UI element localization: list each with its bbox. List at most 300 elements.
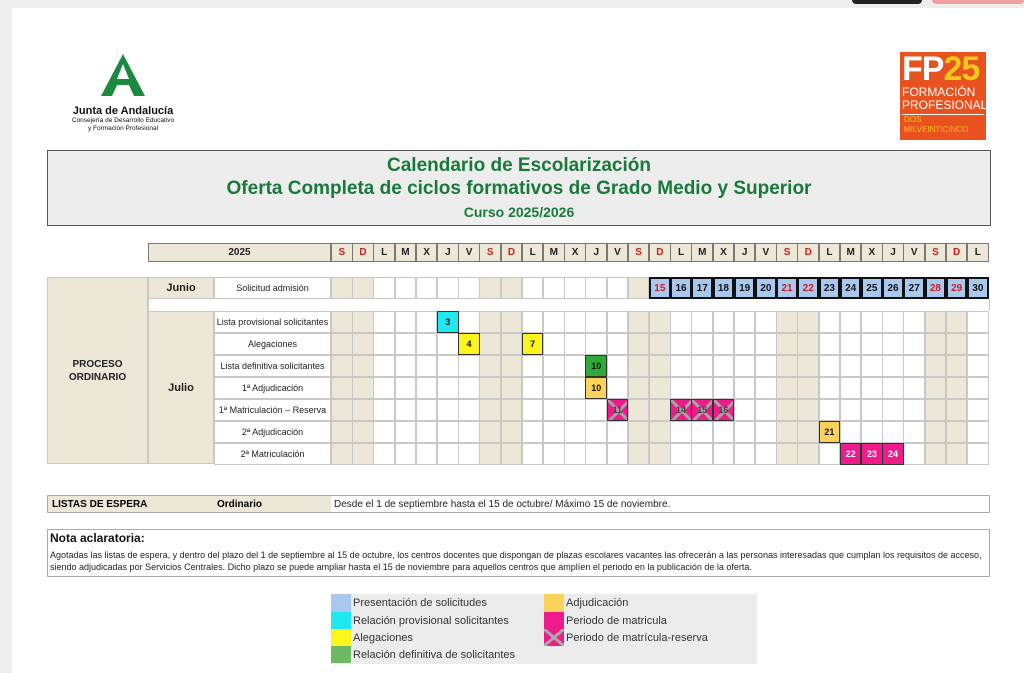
grid-cell	[713, 311, 735, 333]
grid-cell	[734, 311, 756, 333]
grid-cell	[819, 333, 841, 355]
event-day-21-row-6: 21	[819, 421, 841, 443]
grid-cell	[755, 311, 777, 333]
grid-cell	[458, 421, 480, 443]
grid-cell	[585, 399, 607, 421]
grid-cell	[691, 355, 713, 377]
legend-matricula: Periodo de matricula	[566, 615, 667, 627]
grid-cell	[946, 355, 968, 377]
grid-cell	[861, 377, 883, 399]
grid-cell	[967, 311, 989, 333]
grid-cell	[713, 333, 735, 355]
grid-cell	[691, 377, 713, 399]
grid-cell	[670, 311, 692, 333]
waitlist-row	[47, 495, 990, 513]
grid-cell	[543, 333, 565, 355]
grid-cell	[479, 311, 501, 333]
section-spacer	[148, 299, 990, 311]
grid-cell	[946, 311, 968, 333]
grid-cell	[628, 443, 650, 465]
grid-cell	[882, 333, 904, 355]
grid-cell	[861, 421, 883, 443]
weekday-header-6: V	[458, 243, 480, 262]
event-day-15-row-5	[691, 399, 713, 421]
legend-swatch-cyan	[331, 612, 351, 629]
grid-cell	[713, 377, 735, 399]
grid-cell	[755, 421, 777, 443]
legend-swatch-pink	[544, 612, 564, 629]
weekday-header-30: L	[967, 243, 989, 262]
grid-cell	[713, 421, 735, 443]
legend-swatch-yellow	[331, 629, 351, 646]
weekday-header-29: D	[946, 243, 968, 262]
grid-cell	[331, 355, 353, 377]
grid-cell	[395, 333, 417, 355]
weekday-header-22: D	[797, 243, 819, 262]
grid-cell	[882, 399, 904, 421]
row-label-7: 2ª Matriculación	[214, 443, 331, 465]
grid-cell	[628, 277, 650, 299]
grid-cell	[522, 377, 544, 399]
grid-cell	[607, 421, 629, 443]
note-title: Nota aclaratoria:	[50, 531, 145, 545]
june-day-22: 22	[797, 277, 819, 299]
grid-cell	[416, 377, 438, 399]
june-label: Junio	[148, 277, 214, 299]
grid-cell	[585, 443, 607, 465]
grid-cell	[797, 377, 819, 399]
browser-tab-indicator-2	[932, 0, 1024, 4]
grid-cell	[734, 399, 756, 421]
grid-cell	[967, 421, 989, 443]
grid-cell	[373, 399, 395, 421]
grid-cell	[713, 443, 735, 465]
grid-cell	[925, 399, 947, 421]
grid-cell	[352, 443, 374, 465]
weekday-header-4: X	[416, 243, 438, 262]
july-label: Julio	[148, 311, 214, 464]
grid-cell	[373, 311, 395, 333]
grid-cell	[373, 421, 395, 443]
waitlist-type: Ordinario	[148, 496, 331, 512]
weekday-header-10: M	[543, 243, 565, 262]
legend-matricula-reserva: Periodo de matrícula-reserva	[566, 632, 708, 644]
grid-cell	[607, 355, 629, 377]
grid-cell	[734, 377, 756, 399]
fp-logo-line1: FORMACIÓN	[902, 85, 976, 99]
fp-logo-letters: FP	[902, 50, 944, 88]
grid-cell	[395, 399, 417, 421]
weekday-header-28: S	[925, 243, 947, 262]
grid-cell	[331, 311, 353, 333]
grid-cell	[331, 421, 353, 443]
grid-cell	[649, 421, 671, 443]
process-label	[47, 277, 148, 464]
grid-cell	[925, 421, 947, 443]
event-day-14-row-5	[670, 399, 692, 421]
grid-cell	[501, 421, 523, 443]
grid-cell	[670, 377, 692, 399]
grid-cell	[501, 277, 523, 299]
grid-cell	[543, 311, 565, 333]
june-day-30: 30	[967, 277, 989, 299]
june-day-19: 19	[734, 277, 756, 299]
grid-cell	[395, 355, 417, 377]
legend-presentacion: Presentación de solicitudes	[353, 597, 487, 609]
grid-cell	[331, 443, 353, 465]
grid-cell	[903, 443, 925, 465]
weekday-header-3: M	[395, 243, 417, 262]
grid-cell	[501, 333, 523, 355]
grid-cell	[543, 399, 565, 421]
grid-cell	[352, 277, 374, 299]
fp-logo-number: 25	[943, 50, 980, 88]
grid-cell	[861, 355, 883, 377]
grid-cell	[458, 399, 480, 421]
weekday-header-16: L	[670, 243, 692, 262]
grid-cell	[479, 333, 501, 355]
grid-cell	[522, 399, 544, 421]
grid-cell	[819, 377, 841, 399]
grid-cell	[479, 377, 501, 399]
grid-cell	[501, 311, 523, 333]
grid-cell	[840, 399, 862, 421]
grid-cell	[967, 399, 989, 421]
fp-logo-line3: DOS MILVEINTICINCO	[902, 114, 984, 135]
june-day-20: 20	[755, 277, 777, 299]
grid-cell	[585, 277, 607, 299]
weekday-header-11: X	[564, 243, 586, 262]
event-day-label: 16	[718, 405, 729, 415]
grid-cell	[840, 355, 862, 377]
grid-cell	[479, 399, 501, 421]
grid-cell	[670, 355, 692, 377]
grid-cell	[352, 377, 374, 399]
weekday-header-17: M	[691, 243, 713, 262]
grid-cell	[564, 377, 586, 399]
grid-cell	[373, 443, 395, 465]
grid-cell	[925, 333, 947, 355]
grid-cell	[564, 443, 586, 465]
legend-swatch-green	[331, 646, 351, 663]
grid-cell	[797, 399, 819, 421]
grid-cell	[649, 355, 671, 377]
grid-cell	[734, 355, 756, 377]
grid-cell	[416, 399, 438, 421]
grid-cell	[882, 355, 904, 377]
waitlist-text: Desde el 1 de septiembre hasta el 15 de octubre/ Máximo 15 de noviembre.	[334, 498, 671, 510]
grid-cell	[861, 399, 883, 421]
weekday-header-23: L	[819, 243, 841, 262]
grid-cell	[458, 443, 480, 465]
grid-cell	[649, 311, 671, 333]
grid-cell	[437, 377, 459, 399]
row-label-5: 1ª Matriculación – Reserva	[214, 399, 331, 421]
weekday-header-7: S	[479, 243, 501, 262]
grid-cell	[607, 443, 629, 465]
grid-cell	[585, 333, 607, 355]
grid-cell	[670, 333, 692, 355]
grid-cell	[734, 443, 756, 465]
event-day-11-row-5	[607, 399, 629, 421]
grid-cell	[522, 311, 544, 333]
grid-cell	[861, 311, 883, 333]
june-day-17: 17	[691, 277, 713, 299]
junta-andalucia-logo	[58, 52, 188, 142]
grid-cell	[670, 421, 692, 443]
grid-cell	[479, 355, 501, 377]
grid-cell	[797, 311, 819, 333]
june-day-15: 15	[649, 277, 671, 299]
grid-cell	[522, 277, 544, 299]
grid-cell	[479, 421, 501, 443]
grid-cell	[691, 443, 713, 465]
grid-cell	[416, 355, 438, 377]
grid-cell	[755, 399, 777, 421]
grid-cell	[882, 377, 904, 399]
grid-cell	[797, 421, 819, 443]
weekday-header-8: D	[501, 243, 523, 262]
grid-cell	[585, 421, 607, 443]
grid-cell	[543, 421, 565, 443]
grid-cell	[882, 421, 904, 443]
grid-cell	[649, 333, 671, 355]
grid-cell	[543, 277, 565, 299]
grid-cell	[352, 333, 374, 355]
grid-cell	[903, 421, 925, 443]
legend-alegaciones: Alegaciones	[353, 632, 413, 644]
grid-cell	[903, 377, 925, 399]
grid-cell	[564, 399, 586, 421]
weekday-header-13: V	[607, 243, 629, 262]
grid-cell	[734, 333, 756, 355]
grid-cell	[416, 333, 438, 355]
grid-cell	[819, 355, 841, 377]
grid-cell	[416, 443, 438, 465]
grid-cell	[797, 443, 819, 465]
legend	[331, 594, 757, 664]
grid-cell	[352, 355, 374, 377]
grid-cell	[755, 333, 777, 355]
grid-cell	[755, 377, 777, 399]
title-box	[47, 150, 991, 226]
legend-swatch-gold	[544, 594, 564, 612]
grid-cell	[628, 421, 650, 443]
title-line1: Calendario de Escolarización	[387, 155, 651, 176]
note-text: Agotadas las listas de espera, y dentro del plazo del 1 de septiembre al 15 de octubre, los centros docentes que dispongan de plazas escolares vacantes las ofrecerán a las personas interesadas que cumplan los requisitos de acceso, siendo adjudicadas por Servicios Centrales. Dicho plazo se puede ampliar hasta el 15 de noviembre para aquellos centros que amplíen el periodo en la publicación de la oferta.	[50, 550, 982, 572]
grid-cell	[840, 421, 862, 443]
june-day-26: 26	[882, 277, 904, 299]
legend-adjudicacion: Adjudicación	[566, 597, 629, 609]
row-label-4: 1ª Adjudicación	[214, 377, 331, 399]
event-day-10-row-3: 10	[585, 355, 607, 377]
weekday-header-15: D	[649, 243, 671, 262]
event-day-label: 15	[697, 405, 708, 415]
grid-cell	[691, 311, 713, 333]
grid-cell	[607, 377, 629, 399]
grid-cell	[522, 443, 544, 465]
grid-cell	[543, 377, 565, 399]
grid-cell	[649, 399, 671, 421]
grid-cell	[458, 311, 480, 333]
weekday-header-0: S	[331, 243, 353, 262]
grid-cell	[946, 443, 968, 465]
weekday-header-19: J	[734, 243, 756, 262]
grid-cell	[946, 333, 968, 355]
event-day-22-row-7: 22	[840, 443, 862, 465]
grid-cell	[903, 333, 925, 355]
june-day-28: 28	[925, 277, 947, 299]
weekday-header-5: J	[437, 243, 459, 262]
grid-cell	[564, 333, 586, 355]
grid-cell	[331, 399, 353, 421]
grid-cell	[776, 377, 798, 399]
weekday-header-18: X	[713, 243, 735, 262]
grid-cell	[585, 311, 607, 333]
grid-cell	[925, 355, 947, 377]
grid-cell	[458, 277, 480, 299]
row-label-2: Alegaciones	[214, 333, 331, 355]
grid-cell	[416, 421, 438, 443]
grid-cell	[331, 333, 353, 355]
weekday-header-14: S	[628, 243, 650, 262]
grid-cell	[373, 377, 395, 399]
grid-cell	[607, 333, 629, 355]
grid-cell	[437, 443, 459, 465]
grid-cell	[395, 377, 417, 399]
grid-cell	[776, 399, 798, 421]
weekday-header-24: M	[840, 243, 862, 262]
grid-cell	[628, 399, 650, 421]
org-sub1: Consejería de Desarrollo Educativo	[71, 117, 175, 124]
weekday-header-21: S	[776, 243, 798, 262]
june-day-27: 27	[903, 277, 925, 299]
event-day-16-row-5	[713, 399, 735, 421]
grid-cell	[649, 443, 671, 465]
grid-cell	[628, 333, 650, 355]
grid-cell	[861, 333, 883, 355]
grid-cell	[903, 311, 925, 333]
grid-cell	[755, 443, 777, 465]
grid-cell	[352, 311, 374, 333]
event-day-7-row-2: 7	[522, 333, 544, 355]
grid-cell	[564, 311, 586, 333]
grid-cell	[967, 355, 989, 377]
june-day-25: 25	[861, 277, 883, 299]
grid-cell	[713, 355, 735, 377]
grid-cell	[797, 333, 819, 355]
row-label-1: Lista provisional solicitantes	[214, 311, 331, 333]
grid-cell	[416, 311, 438, 333]
weekday-header-9: L	[522, 243, 544, 262]
row-label-0: Solicitud admisión	[214, 277, 331, 299]
grid-cell	[395, 421, 417, 443]
grid-cell	[628, 377, 650, 399]
org-name: Junta de Andalucía	[72, 105, 174, 117]
grid-cell	[437, 277, 459, 299]
june-day-21: 21	[776, 277, 798, 299]
note-box	[47, 529, 990, 577]
grid-cell	[967, 443, 989, 465]
event-day-label: 14	[676, 405, 687, 415]
grid-cell	[564, 355, 586, 377]
grid-cell	[373, 355, 395, 377]
june-day-16: 16	[670, 277, 692, 299]
grid-cell	[607, 277, 629, 299]
event-day-4-row-2: 4	[458, 333, 480, 355]
grid-cell	[522, 421, 544, 443]
weekday-header-26: J	[882, 243, 904, 262]
grid-cell	[479, 277, 501, 299]
junta-emblem-icon	[98, 52, 148, 98]
grid-cell	[628, 311, 650, 333]
grid-cell	[437, 355, 459, 377]
grid-cell	[352, 399, 374, 421]
grid-cell	[352, 421, 374, 443]
grid-cell	[925, 443, 947, 465]
browser-tab-indicator	[852, 0, 922, 4]
event-day-3-row-1: 3	[437, 311, 459, 333]
grid-cell	[437, 333, 459, 355]
grid-cell	[946, 421, 968, 443]
org-sub2: y Formación Profesional	[87, 125, 159, 132]
grid-cell	[776, 355, 798, 377]
grid-cell	[670, 443, 692, 465]
grid-cell	[797, 355, 819, 377]
grid-cell	[628, 355, 650, 377]
process-label-text: PROCESO ORDINARIO	[68, 358, 127, 383]
grid-cell	[776, 333, 798, 355]
grid-cell	[840, 311, 862, 333]
legend-definitiva: Relación definitiva de solicitantes	[353, 649, 516, 661]
weekday-header-1: D	[352, 243, 374, 262]
title-line2: Oferta Completa de ciclos formativos de Grado Medio y Superior	[226, 178, 812, 199]
grid-cell	[649, 377, 671, 399]
weekday-header-2: L	[373, 243, 395, 262]
grid-cell	[331, 377, 353, 399]
grid-cell	[331, 277, 353, 299]
grid-cell	[819, 311, 841, 333]
grid-cell	[522, 355, 544, 377]
event-day-24-row-7: 24	[882, 443, 904, 465]
grid-cell	[564, 421, 586, 443]
grid-cell	[819, 399, 841, 421]
grid-cell	[691, 421, 713, 443]
event-day-label: 11	[612, 405, 623, 415]
grid-cell	[967, 377, 989, 399]
june-day-23: 23	[819, 277, 841, 299]
grid-cell	[501, 355, 523, 377]
grid-cell	[882, 311, 904, 333]
grid-cell	[819, 443, 841, 465]
grid-cell	[416, 277, 438, 299]
grid-cell	[903, 399, 925, 421]
grid-cell	[501, 399, 523, 421]
row-label-3: Lista definitiva solicitantes	[214, 355, 331, 377]
grid-cell	[373, 333, 395, 355]
legend-swatch-blue	[331, 594, 351, 612]
row-label-6: 2ª Adjudicación	[214, 421, 331, 443]
grid-cell	[946, 399, 968, 421]
grid-cell	[967, 333, 989, 355]
grid-cell	[543, 443, 565, 465]
june-day-29: 29	[946, 277, 968, 299]
grid-cell	[501, 443, 523, 465]
june-day-18: 18	[713, 277, 735, 299]
grid-cell	[607, 311, 629, 333]
grid-cell	[840, 333, 862, 355]
grid-cell	[543, 355, 565, 377]
